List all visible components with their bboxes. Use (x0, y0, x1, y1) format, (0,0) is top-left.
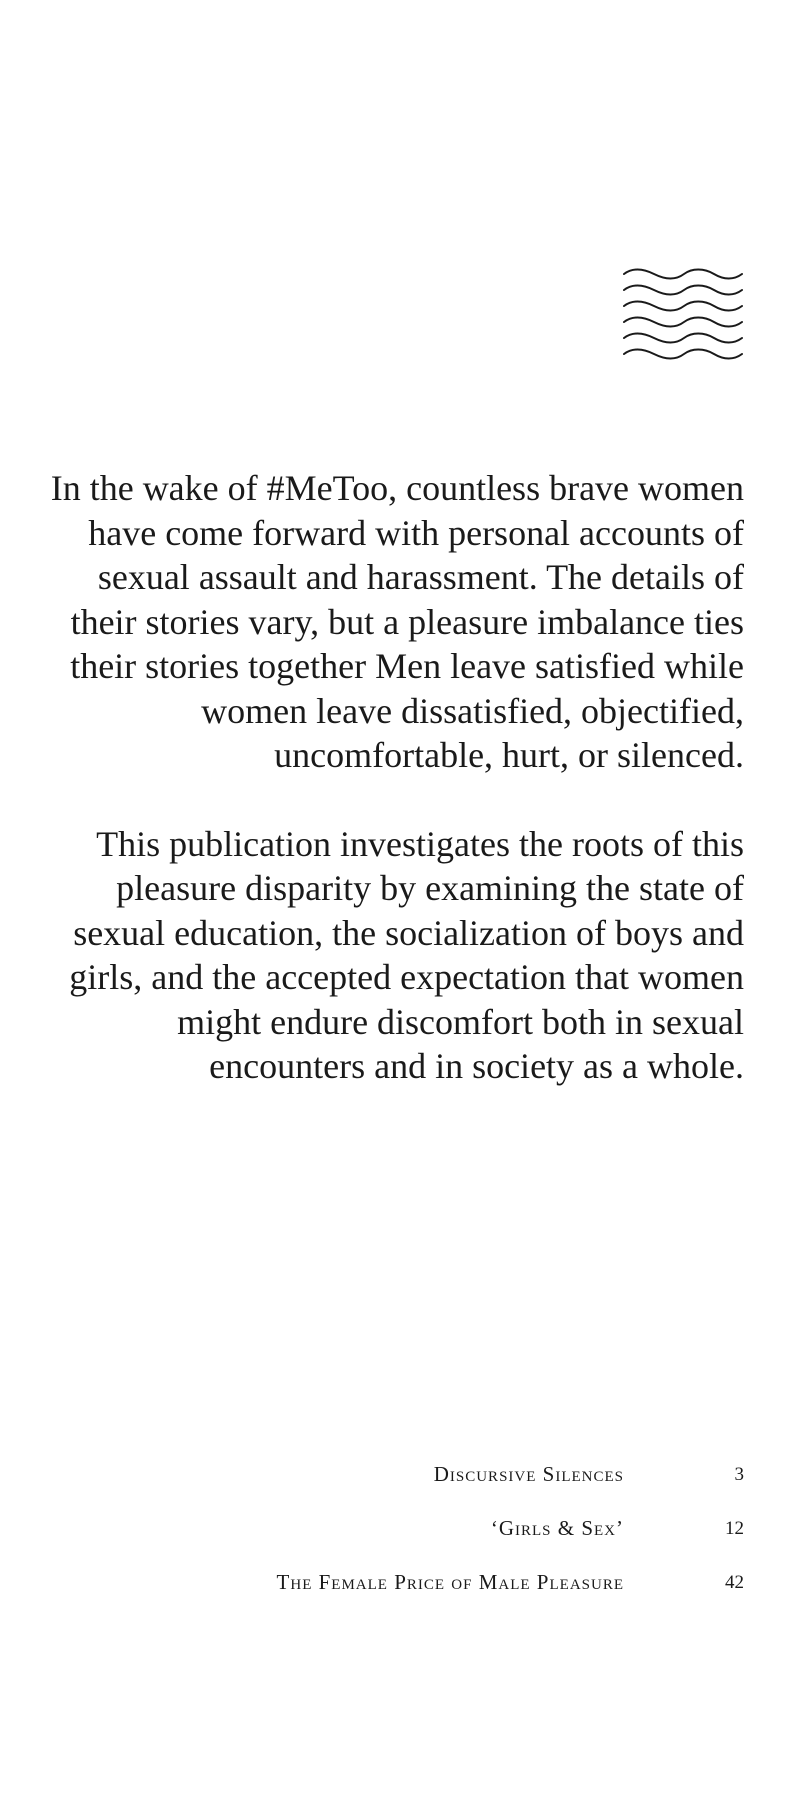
toc-entry[interactable] (44, 1462, 744, 1516)
toc-entry-page: 3 (734, 1464, 744, 1485)
toc-entry-title: ‘Girls & Sex’ (490, 1516, 624, 1540)
toc-entry[interactable] (44, 1516, 744, 1570)
toc-entry-page: 12 (725, 1518, 744, 1539)
toc-entry[interactable] (44, 1570, 744, 1624)
toc-entry-page: 42 (725, 1572, 744, 1593)
intro-paragraph-1: In the wake of #MeToo, countless brave women have come forward with personal accounts of sexual assault and harassment. The details of their stories vary, but a pleasure imbalance ties their stories together Men leave satisfied while women leave dissatisfied, objectified, uncomfortable, hurt, or silenced. (50, 468, 744, 775)
toc-entry-title: The Female Price of Male Pleasure (276, 1570, 624, 1594)
toc-entry-title: Discursive Silences (433, 1462, 624, 1486)
intro-text (44, 466, 744, 1089)
table-of-contents (44, 1462, 744, 1624)
wave-icon (622, 268, 744, 366)
intro-paragraph-2: This publication investigates the roots of this pleasure disparity by examining the state of sexual education, the socialization of boys and girls, and the accepted expectation that women might endure discomfort both in sexual encounters and in society as a whole. (69, 823, 744, 1086)
